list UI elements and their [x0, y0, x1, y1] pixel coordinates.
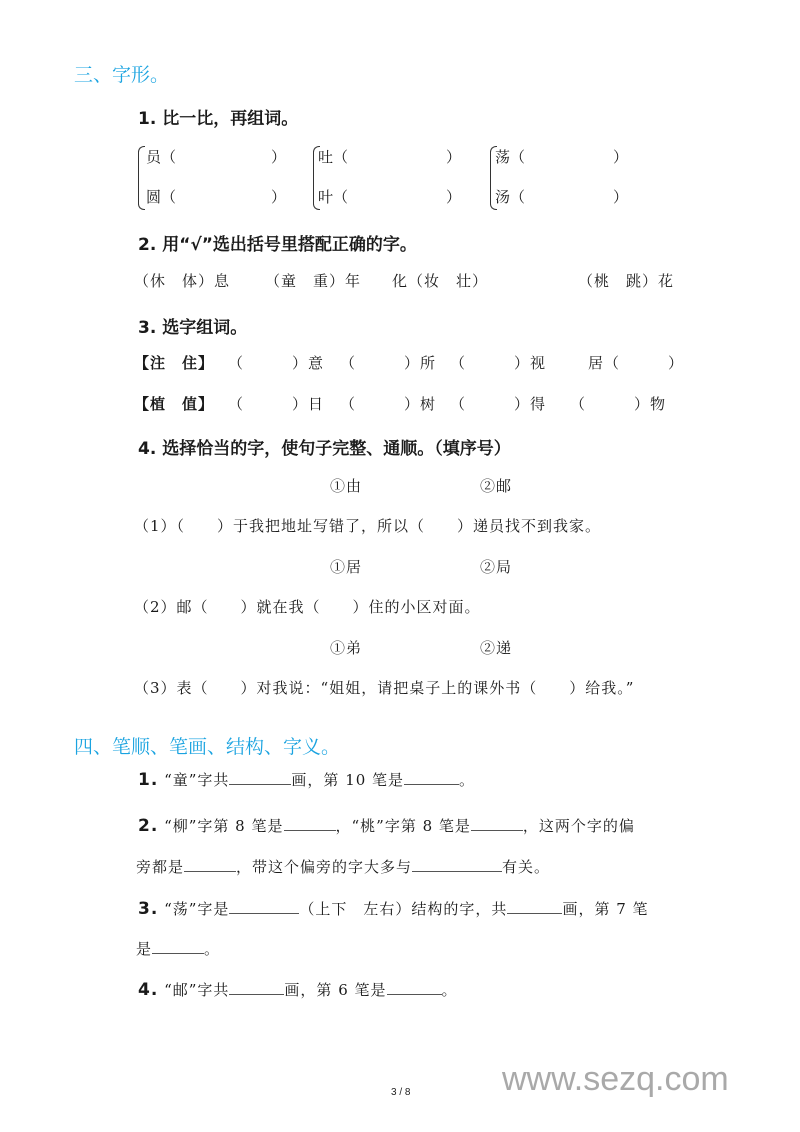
answer-blank[interactable]: [412, 855, 502, 872]
text: 有关。: [502, 858, 551, 876]
q3-item: 居（ ）: [588, 354, 685, 372]
q2-title: 2. 用“√”选出括号里搭配正确的字。: [138, 235, 417, 255]
paren-close: ）: [446, 188, 462, 206]
text: 。: [204, 940, 221, 958]
text: ，这两个字的偏: [522, 817, 635, 835]
text: 画，第 10 笔是: [291, 771, 405, 789]
q3-label: 【注 住】: [134, 354, 215, 372]
choice-item: （桃 跳）花: [578, 272, 675, 290]
option-1: ①弟: [330, 639, 363, 657]
sentence-2: （2）邮（ ）就在我（ ）住的小区对面。: [134, 598, 481, 616]
q3-item: （ ）视: [450, 354, 547, 372]
answer-blank[interactable]: [229, 978, 284, 995]
text: ，“桃”字第 8 笔是: [335, 817, 471, 835]
answer-blank[interactable]: [229, 768, 291, 785]
pair-bottom: 圆（: [146, 188, 177, 206]
pair-3: [495, 137, 628, 217]
text: 画，第 6 笔是: [284, 981, 387, 999]
pair-2: [318, 137, 461, 217]
option-2: ②递: [480, 639, 513, 657]
sentence-3: （3）表（ ）对我说：“姐姐，请把桌子上的课外书（ ）给我。”: [134, 679, 635, 697]
text: “童”字共: [164, 771, 230, 789]
answer-blank[interactable]: [471, 814, 523, 831]
answer-blank[interactable]: [284, 814, 336, 831]
q3-item: （ ）日: [228, 395, 325, 413]
text: “荡”字是: [164, 900, 230, 918]
watermark: www.sezq.com: [502, 1060, 729, 1098]
answer-blank[interactable]: [507, 897, 562, 914]
text: 。: [459, 771, 476, 789]
option-1: ①居: [330, 558, 363, 576]
text: “邮”字共: [164, 981, 230, 999]
page-number: 3 / 8: [391, 1087, 411, 1098]
s4-q3-line1: [138, 897, 649, 919]
q3-item: （ ）得: [450, 395, 547, 413]
pair-bottom: 汤（: [495, 188, 526, 206]
question-number: 3.: [138, 899, 159, 919]
text: “柳”字第 8 笔是: [164, 817, 284, 835]
paren-close: ）: [613, 148, 629, 166]
s4-q4: [138, 978, 458, 1000]
q1-title: 1. 比一比，再组词。: [138, 109, 299, 129]
paren-close: ）: [446, 148, 462, 166]
s4-q2-line1: [138, 814, 635, 836]
choice-item: （童 重）年: [265, 272, 362, 290]
q3-label: 【植 值】: [134, 395, 215, 413]
question-number: 4.: [138, 980, 159, 1000]
q3-title: 3. 选字组词。: [138, 318, 248, 338]
text: 是: [136, 940, 153, 958]
q3-item: （ ）意: [228, 354, 325, 372]
choice-item: （休 体）息: [134, 272, 231, 290]
s4-q1: [138, 768, 475, 790]
q4-title: 4. 选择恰当的字，使句子完整、通顺。（填序号）: [138, 439, 511, 459]
answer-blank[interactable]: [184, 855, 236, 872]
question-number: 2.: [138, 816, 159, 836]
section-3-heading: 三、字形。: [74, 64, 170, 86]
option-2: ②局: [480, 558, 513, 576]
pair-top: 吐（: [318, 148, 349, 166]
paren-close: ）: [613, 188, 629, 206]
choice-item: 化（妆 壮）: [392, 272, 489, 290]
pair-top: 员（: [146, 148, 177, 166]
pair-bottom: 叶（: [318, 188, 349, 206]
text: 旁都是: [136, 858, 185, 876]
text: ，带这个偏旁的字大多与: [236, 858, 413, 876]
answer-blank[interactable]: [387, 978, 442, 995]
brace-icon: [138, 146, 145, 210]
text: 画，第 7 笔: [562, 900, 649, 918]
text: 。: [441, 981, 458, 999]
s4-q3-line2: [136, 937, 220, 959]
option-2: ②邮: [480, 477, 513, 495]
q3-item: （ ）树: [340, 395, 437, 413]
answer-blank[interactable]: [404, 768, 459, 785]
paren-close: ）: [271, 188, 287, 206]
s4-q2-line2: [136, 855, 550, 877]
text: （上下 左右）结构的字，共: [299, 900, 508, 918]
section-4-heading: 四、笔顺、笔画、结构、字义。: [74, 736, 341, 758]
sentence-1: （1）（ ）于我把地址写错了，所以（ ）递员找不到我家。: [134, 517, 602, 535]
answer-blank[interactable]: [229, 897, 299, 914]
answer-blank[interactable]: [152, 937, 204, 954]
question-number: 1.: [138, 770, 159, 790]
pair-1: [146, 137, 286, 217]
q3-item: （ ）所: [340, 354, 437, 372]
option-1: ①由: [330, 477, 363, 495]
pair-top: 荡（: [495, 148, 526, 166]
q3-item: （ ）物: [570, 395, 667, 413]
paren-close: ）: [271, 148, 287, 166]
